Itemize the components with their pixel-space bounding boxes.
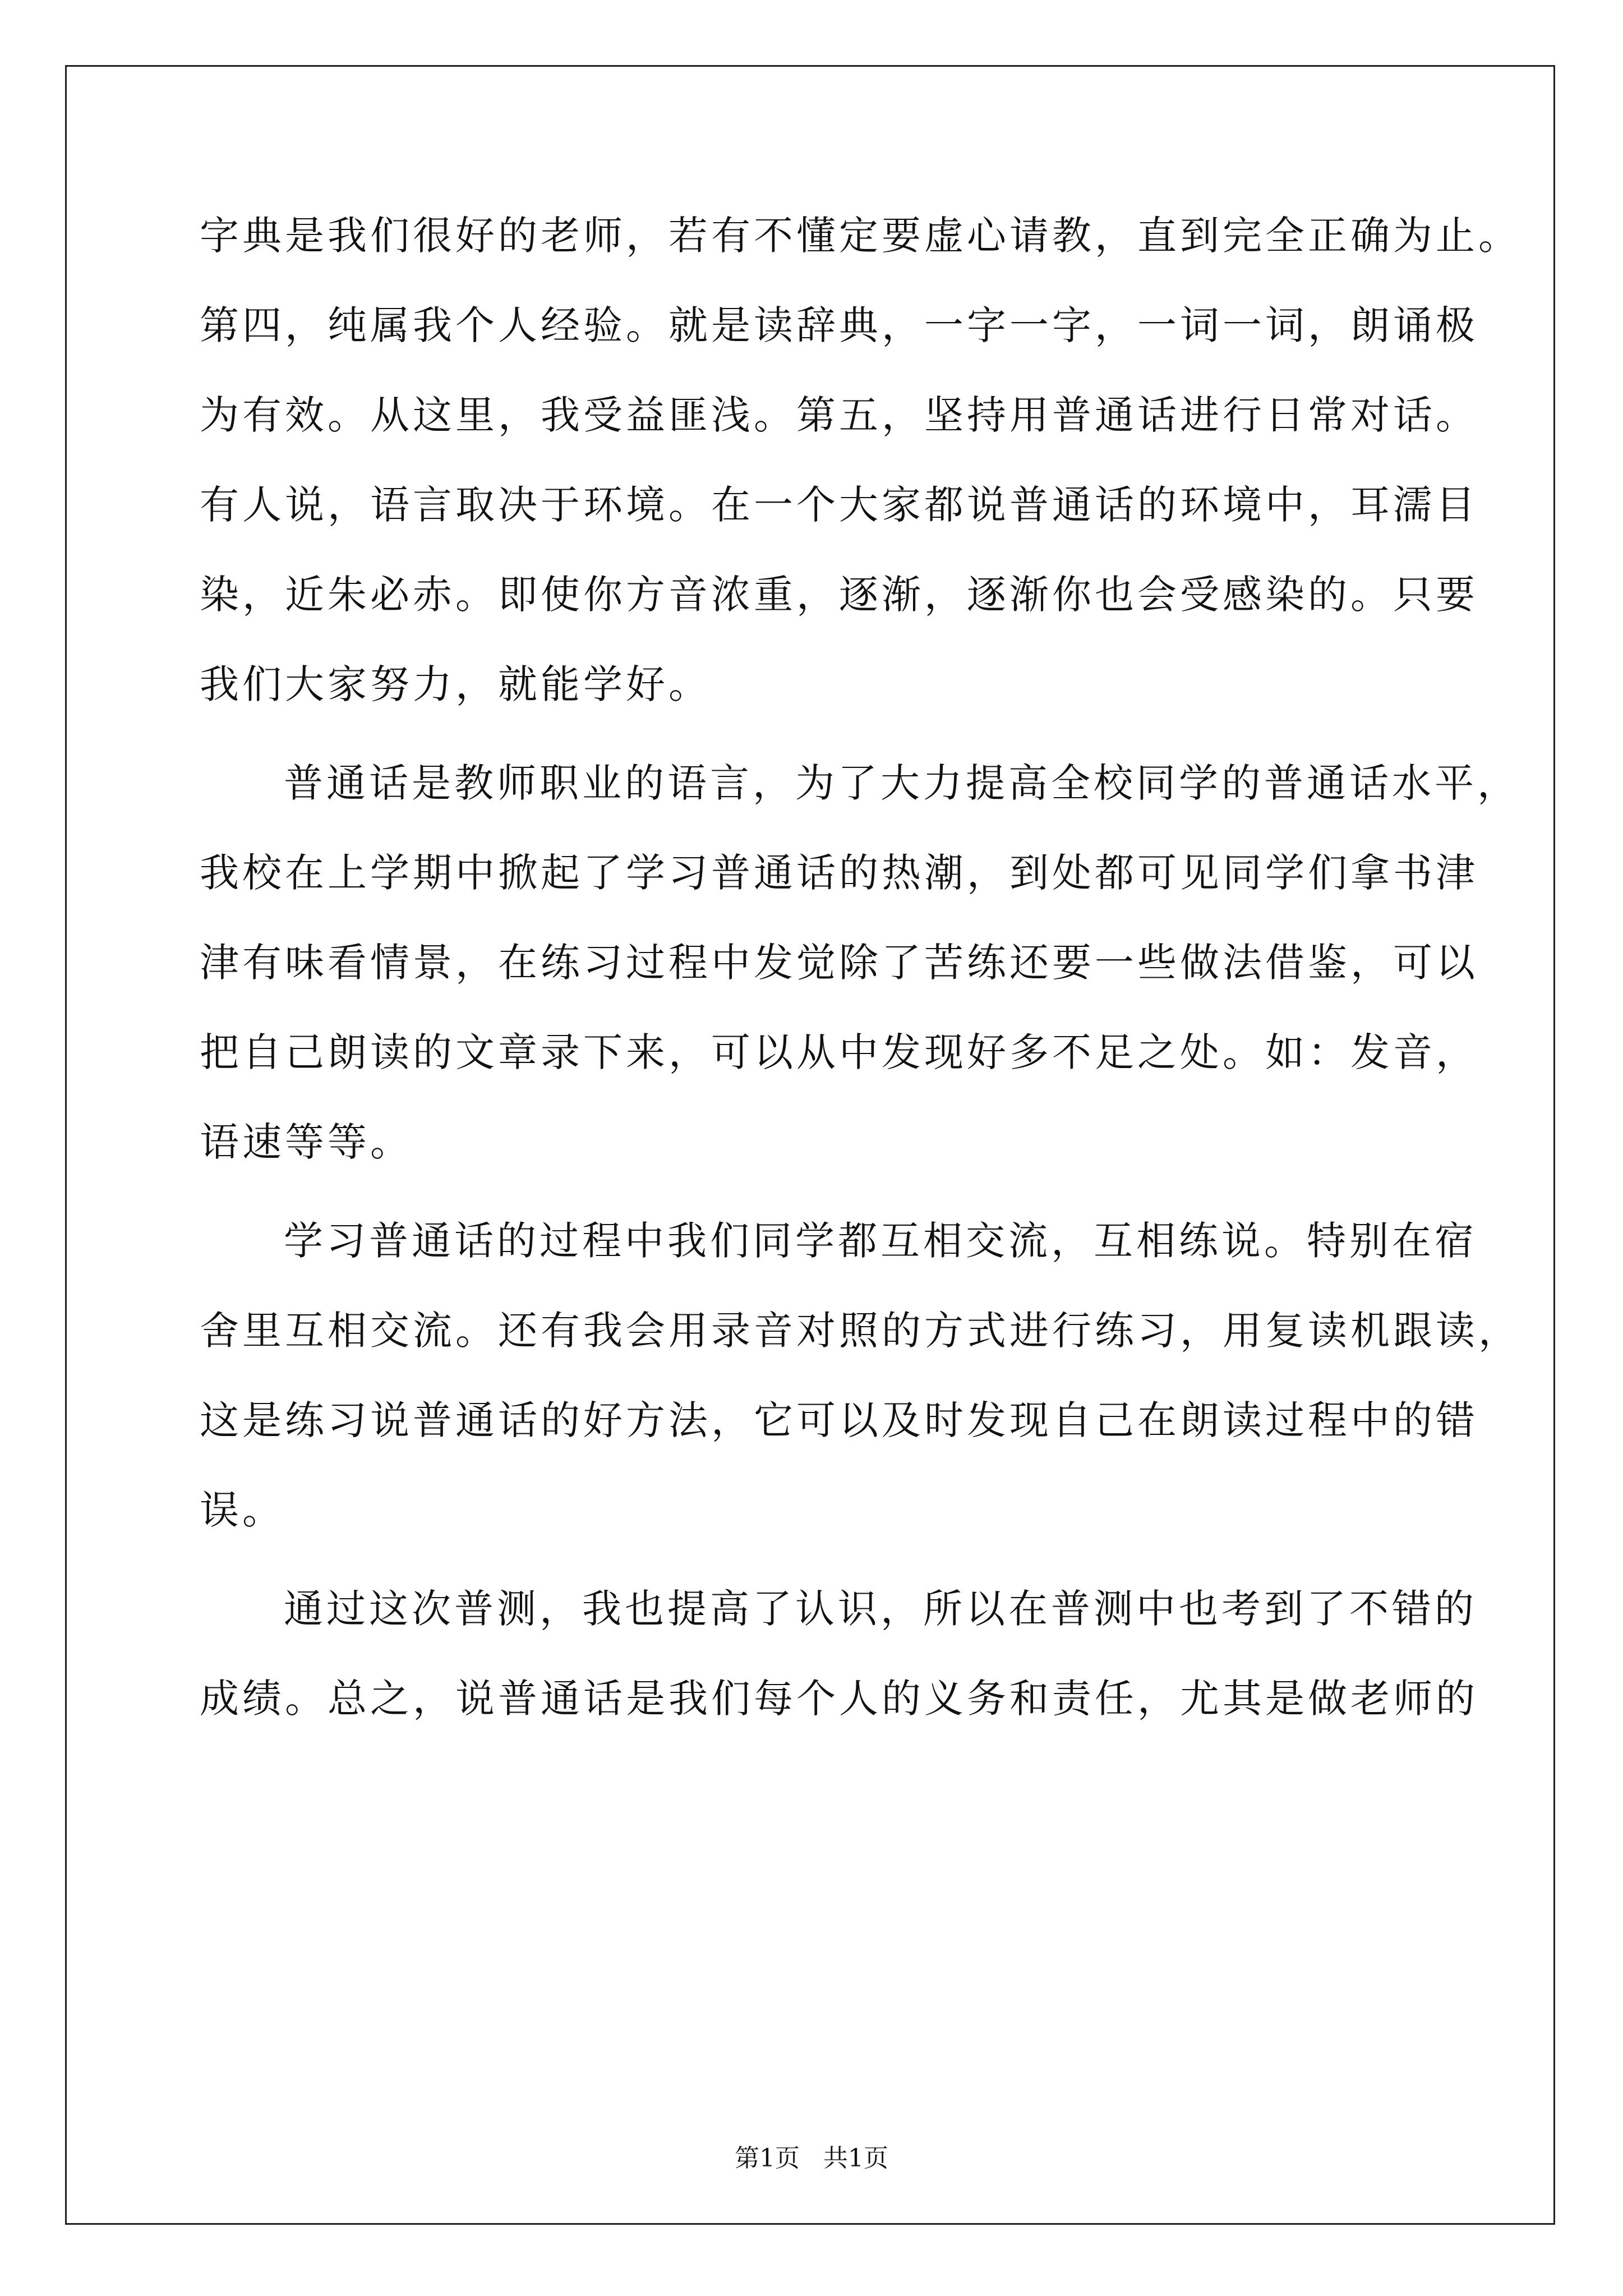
text-line: 有人说，语言取决于环境。在一个大家都说普通话的环境中，耳濡目 bbox=[200, 482, 1478, 528]
paragraph-first-line: 学习普通话的过程中我们同学都互相交流，互相练说。特别在宿 bbox=[284, 1218, 1477, 1264]
text-line: 语速等等。 bbox=[200, 1119, 413, 1165]
text-line: 字典是我们很好的老师，若有不懂定要虚心请教，直到完全正确为止。 bbox=[200, 213, 1521, 259]
paragraph-first-line: 通过这次普测，我也提高了认识，所以在普测中也考到了不错的 bbox=[284, 1586, 1477, 1632]
text-line: 舍里互相交流。还有我会用录音对照的方式进行练习，用复读机跟读， bbox=[200, 1308, 1521, 1354]
page-total: 共1页 bbox=[823, 2144, 888, 2173]
text-line: 第四，纯属我个人经验。就是读辞典，一字一字，一词一词，朗诵极 bbox=[200, 302, 1478, 348]
text-line: 我们大家努力，就能学好。 bbox=[200, 661, 711, 707]
text-line: 染，近朱必赤。即使你方音浓重，逐渐，逐渐你也会受感染的。只要 bbox=[200, 572, 1478, 618]
page-number: 第1页 bbox=[735, 2144, 800, 2173]
text-line: 这是练习说普通话的好方法，它可以及时发现自己在朗读过程中的错 bbox=[200, 1397, 1478, 1443]
text-line: 把自己朗读的文章录下来，可以从中发现好多不足之处。如：发音， bbox=[200, 1029, 1478, 1075]
text-line: 误。 bbox=[200, 1487, 285, 1533]
paragraph-first-line: 普通话是教师职业的语言，为了大力提高全校同学的普通话水平， bbox=[284, 760, 1520, 806]
page-footer bbox=[0, 2142, 1623, 2175]
text-line: 成绩。总之，说普通话是我们每个人的义务和责任，尤其是做老师的 bbox=[200, 1676, 1478, 1722]
text-line: 津有味看情景，在练习过程中发觉除了苦练还要一些做法借鉴，可以 bbox=[200, 940, 1478, 986]
document-body bbox=[200, 191, 1521, 1743]
text-line: 我校在上学期中掀起了学习普通话的热潮，到处都可见同学们拿书津 bbox=[200, 850, 1478, 896]
text-line: 为有效。从这里，我受益匪浅。第五，坚持用普通话进行日常对话。 bbox=[200, 392, 1478, 438]
